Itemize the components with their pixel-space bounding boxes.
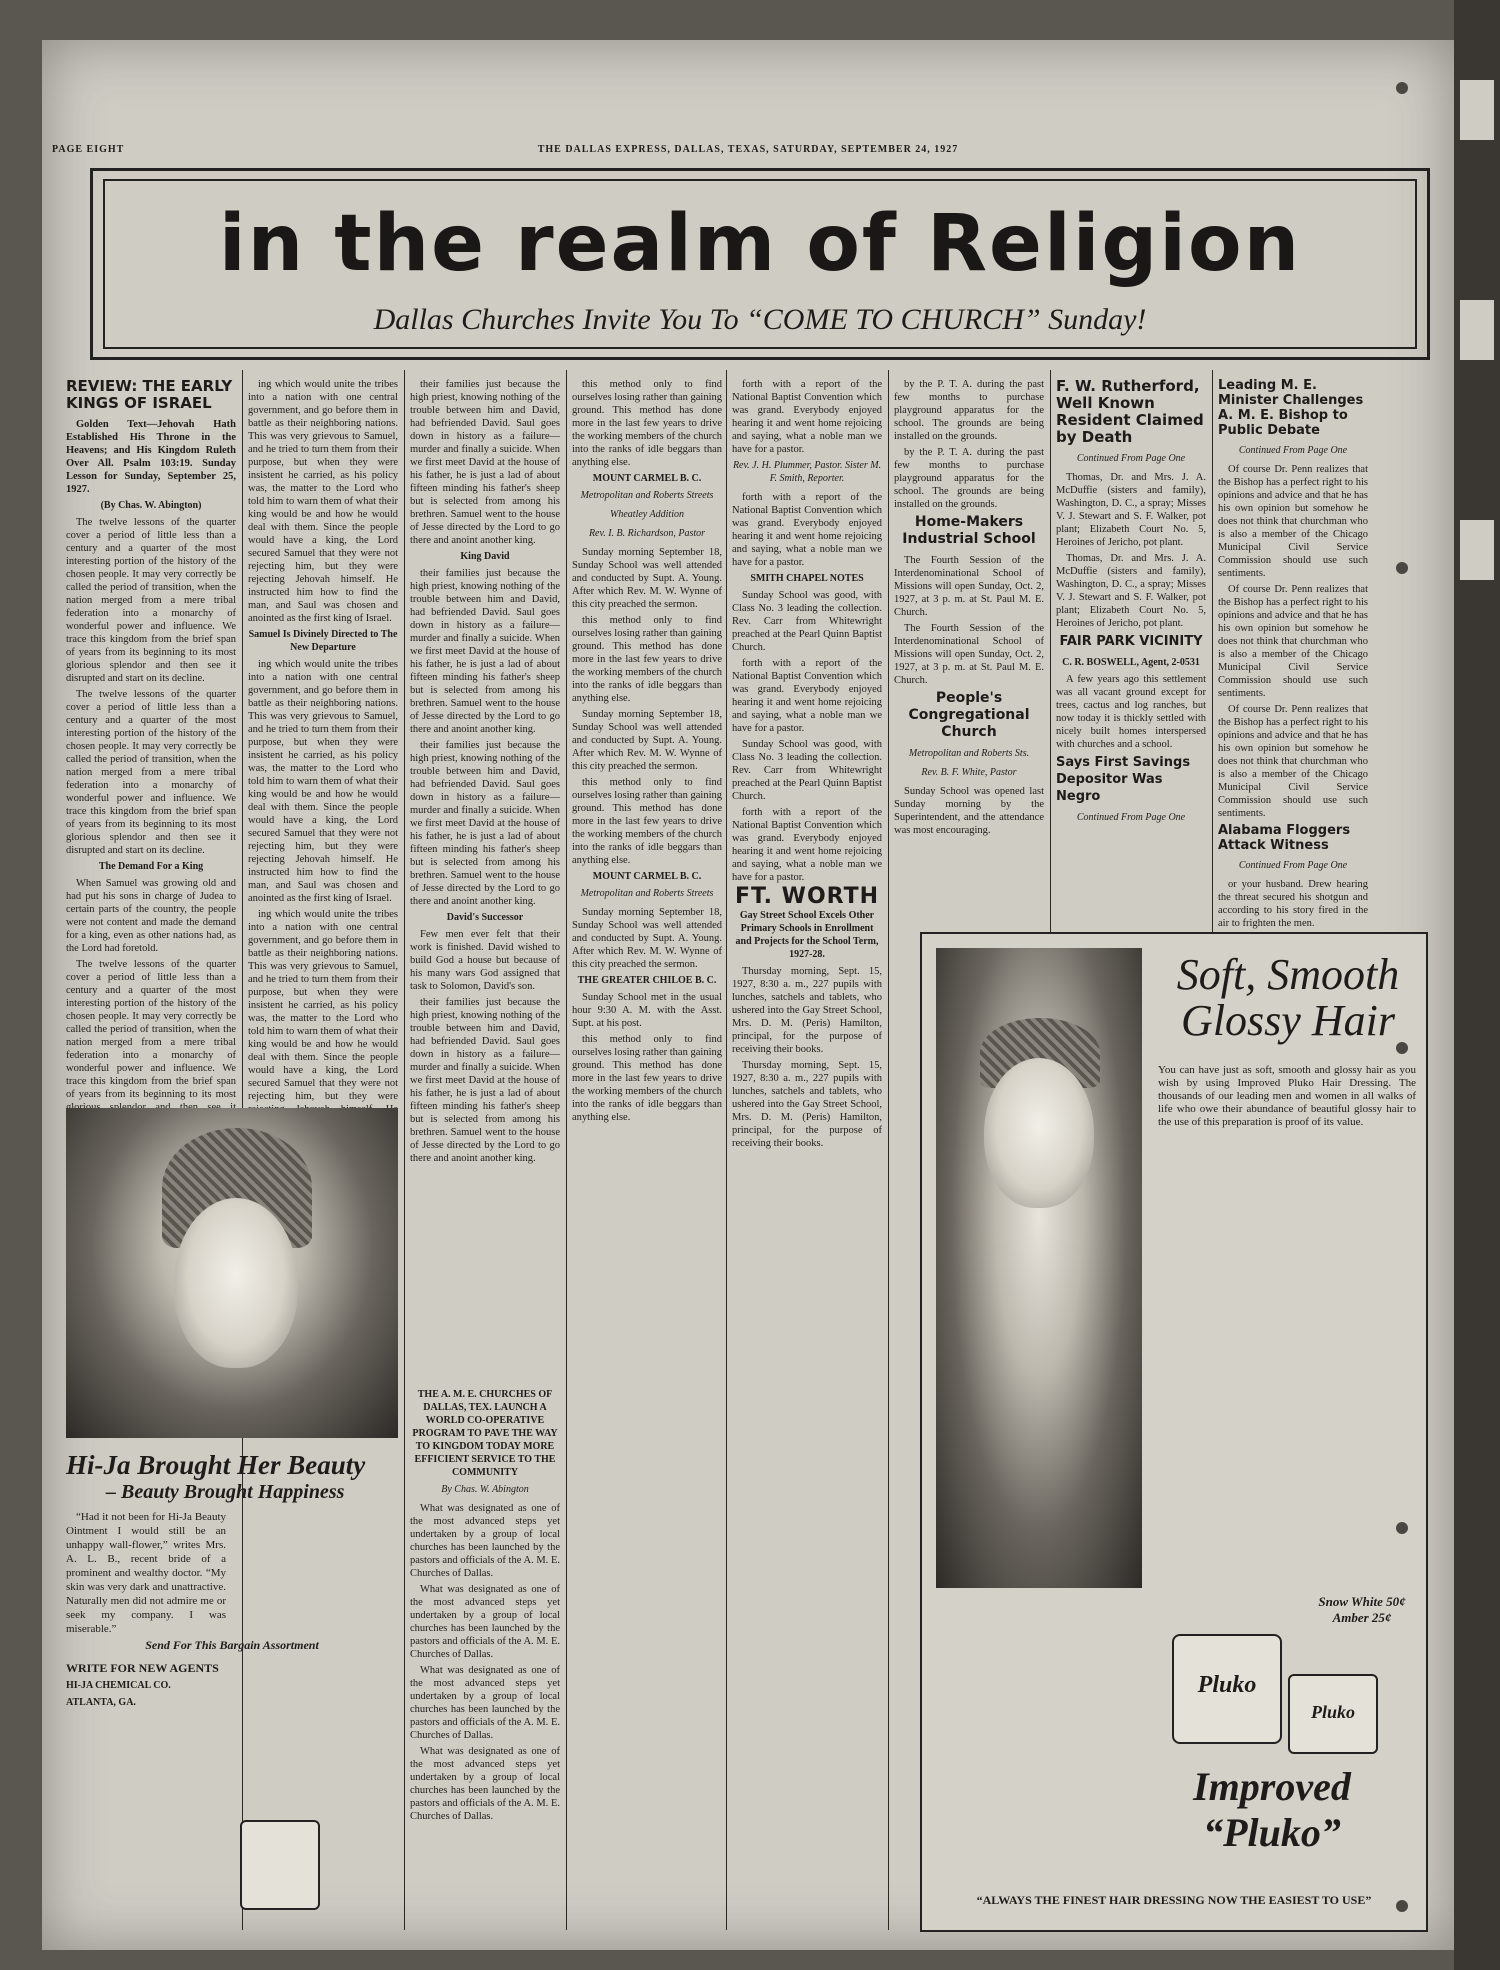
ad-portrait-photo — [936, 948, 1142, 1588]
column-five — [732, 378, 882, 1930]
article-body: this method only to find ourselves losing rather than gaining ground. This method has done more in the last few years to drive the working members of the church into the ranks of idle beggars than anything else. — [572, 379, 722, 468]
church-addition: Wheatley Addition — [610, 509, 684, 520]
column-six — [894, 378, 1044, 918]
binding-hole — [1396, 1900, 1408, 1912]
church-address: Metropolitan and Roberts Sts. — [908, 748, 1030, 759]
article-body: forth with a report of the National Baptist Convention which was grand. Everybody enjoyed hearing it and went home rejoicing and saying, what a noble man we have for a pastor. — [732, 492, 882, 568]
pluko-ad — [920, 932, 1428, 1932]
article-body: Thursday morning, Sept. 15, 1927, 8:30 a. m., 227 pupils with lunches, satchels and tablets, who ushered into the Gay Street School, Mrs. D. M. (Peris) Hamilton, principal, for the purpose of receiving their books. — [732, 966, 882, 1055]
article-body: The twelve lessons of the quarter cover a period of little less than a century and a quarter of the most interesting portion of the history of the chosen people. It may very correctly be called the period of transition, when the nation merged from a mere tribal federation into a monarchy of wonderful power and influence. We trace this kingdom from the brief span of years from its beginning to its most — [66, 959, 236, 1100]
article-early-kings — [66, 378, 236, 1098]
column-rule — [566, 370, 567, 1930]
church-address: Metropolitan and Roberts Streets — [580, 888, 714, 899]
fair-park-headline: FAIR PARK VICINITY — [1059, 634, 1203, 649]
headline-early-kings: REVIEW: THE EARLY KINGS OF ISRAEL — [66, 377, 233, 412]
ftworth-subhead: Gay Street School Excels Other Primary Schools in Enrollment and Projects for the School Term, 1927-28. — [735, 910, 879, 960]
hija-agents: WRITE FOR NEW AGENTS — [66, 1661, 219, 1675]
pluko-ad-title: Soft, Smooth Glossy Hair — [1176, 950, 1400, 1045]
tin-brand: Pluko — [1310, 1702, 1355, 1722]
binding-hole — [1396, 562, 1408, 574]
byline: (By Chas. W. Abington) — [100, 500, 202, 511]
binding-hole — [1396, 82, 1408, 94]
page-number: PAGE EIGHT — [52, 144, 125, 155]
golden-text: Golden Text—Jehovah Hath Established His Throne in the Heavens; and His Kingdom Ruleth Over All. Psalm 103:19. Sunday Lesson for Sunday, September 25, 1927. — [66, 419, 236, 495]
hija-tin-image — [240, 1820, 320, 1910]
continued-note: Continued From Page One — [1076, 453, 1186, 464]
pluko-footer: “ALWAYS THE FINEST HAIR DRESSING NOW THE EASIEST TO USE” — [976, 1893, 1372, 1907]
hija-headline: Hi-Ja Brought Her Beauty — [66, 1450, 366, 1480]
hija-subhead: – Beauty Brought Happiness — [106, 1481, 345, 1503]
column-rule — [404, 370, 405, 1930]
subhead: Samuel Is Divinely Directed to The New Departure — [248, 629, 398, 653]
section-banner — [90, 168, 1430, 360]
column-seven — [1056, 378, 1206, 918]
article-body: The twelve lessons of the quarter cover a period of little less than a century and a quarter of the most interesting portion of the history of the chosen people. It may very correctly be called the period of transition, when the nation merged from a mere tribal federation into a monarchy of wonderful power and influence. We trace this kingdom from the brief span of years from its beginning to its most glorious splendor and then see it disrupted and start on its decline. — [66, 517, 236, 684]
masthead-dateline: THE DALLAS EXPRESS, DALLAS, TEXAS, SATURDAY, SEPTEMBER 24, 1927 — [537, 144, 959, 155]
tin-brand: Pluko — [1197, 1672, 1257, 1698]
article-body: Thomas, Dr. and Mrs. J. A. McDuffie (sisters and family), Washington, D. C., a spray; Misses V. J. Stewart and S. F. Walker, pot plant; Elizabeth Court No. 5, Heroines of Jericho, pot plant. — [1056, 553, 1206, 629]
church-name: MOUNT CARMEL B. C. — [592, 473, 702, 484]
folio-line — [52, 144, 1444, 160]
article-body: Of course Dr. Penn realizes that the Bishop has a perfect right to his opinions and advice and that he has his own opinion but somehow he does not think that churchman who is also a member of the Chicago Municipal Civil Service Commission should use such sentiments. — [1218, 704, 1368, 819]
next-page-fragment — [1460, 80, 1494, 140]
pluko-tin-image-small — [1288, 1674, 1378, 1754]
column-four — [572, 378, 722, 1930]
article-body: What was designated as one of the most advanced steps yet undertaken by a group of local churches has been launched by the pastors and officials of the A. M. E. Churches of Dallas. — [410, 1584, 560, 1660]
article-body: Few men ever felt that their work is finished. David wished to build God a house but because of his many wars God assigned that task to Solomon, David's son. — [410, 929, 560, 992]
pluko-logo: Improved “Pluko” — [1193, 1764, 1351, 1855]
church-name: MOUNT CARMEL B. C. — [592, 871, 702, 882]
article-body: Sunday School was opened last Sunday morning by the Superintendent, and the attendance was most encouraging. — [894, 786, 1044, 836]
article-body: Sunday School was good, with Class No. 3 leading the collection. Rev. Carr from Whitewright preached at the Pearl Quinn Baptist Church. — [732, 590, 882, 653]
hija-body: “Had it not been for Hi-Ja Beauty Ointment I would still be an unhappy wall-flower,” writes Mrs. A. L. B., recent bride of a prominent and wealthy doctor. “My skin was very dark and unattractive. Naturally men did not admire me or seek my company. I was miserable.” — [66, 1511, 226, 1635]
binding-hole — [1396, 1042, 1408, 1054]
next-page-fragment — [1460, 520, 1494, 580]
continued-note: Continued From Page One — [1076, 812, 1186, 823]
article-body: ing which would unite the tribes into a nation with one central government, and go before them in battle as their neighboring nations. This was very grievous to Samuel, and he tried to turn them from their purpose, but when they were insistent he carried, as his policy was, the matter to the Lord who told him to warn them of what their king would be and how he would deal with them. Since the people would have a king, the Lord secured Samuel that they were not rejecting him, but they were rejecting Jehovah himself. He instructed him how to find the man, and Saul was chosen and anointed as the first king of Israel. — [248, 659, 398, 904]
article-body: Sunday School was good, with Class No. 3 leading the collection. Rev. Carr from Whitewright preached at the Pearl Quinn Baptist Church. — [732, 739, 882, 802]
portrait-photo — [66, 1108, 398, 1438]
article-body: this method only to find ourselves losing rather than gaining ground. This method has done more in the last few years to drive the working members of the church into the ranks of idle beggars than anything else. — [572, 1034, 722, 1123]
article-body: ing which would unite the tribes into a nation with one central government, and go before them in battle as their neighboring nations. This was very grievous to Samuel, and he tried to turn them from their purpose, but when they were insistent he carried, as his policy was, the matter to the Lord who told him to warn them of what their king would be and how he would deal with them. Since the people would have a king, the Lord secured Samuel that they were not rejecting him, but they were rejecting Jehovah himself. He instructed him how to find the man, and Saul was chosen and anointed as the first king of Israel. — [248, 379, 398, 624]
savings-headline: Says First Savings Depositor Was Negro — [1056, 755, 1191, 804]
ame-headline: THE A. M. E. CHURCHES OF DALLAS, TEX. LAUNCH A WORLD CO-OPERATIVE PROGRAM TO PAVE THE WAY TO KINGDOM TODAY MORE EFFICIENT SERVICE TO THE COMMUNITY — [412, 1389, 558, 1478]
article-body: The twelve lessons of the quarter cover a period of little less than a century and a quarter of the most interesting portion of the history of the chosen people. It may very correctly be called the period of transition, when the nation merged from a mere tribal federation into a monarchy of wonderful power and influence. We trace this kingdom from the brief span of years from its beginning to its most glorious splendor and then see it disrupted and start on its decline. — [66, 689, 236, 856]
column-eight — [1218, 378, 1368, 929]
article-body: What was designated as one of the most advanced steps yet undertaken by a group of local churches has been launched by the pastors and officials of the A. M. E. Churches of Dallas. — [410, 1503, 560, 1579]
signoff: Rev. J. H. Plummer, Pastor. Sister M. F. Smith, Reporter. — [732, 460, 882, 484]
article-body: forth with a report of the National Baptist Convention which was grand. Everybody enjoyed hearing it and went home rejoicing and saying, what a noble man we have for a pastor. — [732, 658, 882, 734]
article-body: this method only to find ourselves losing rather than gaining ground. This method has done more in the last few years to drive the working members of the church into the ranks of idle beggars than anything else. — [572, 615, 722, 704]
article-early-kings-cont — [248, 378, 398, 1102]
article-body: Thursday morning, Sept. 15, 1927, 8:30 a. m., 227 pupils with lunches, satchels and tablets, who ushered into the Gay Street School, Mrs. D. M. (Peris) Hamilton, principal, for the purpose of receiving their books. — [732, 1060, 882, 1149]
section-title: in the realm of Religion — [218, 199, 1302, 289]
article-body: Sunday morning September 18, Sunday School was well attended and conducted by Supt. A. Young. After which Rev. M. W. Wynne of this city preached the sermon. — [572, 547, 722, 610]
article-body: by the P. T. A. during the past few months to purchase playground apparatus for the school. The grounds are being installed on the grounds. — [894, 447, 1044, 510]
pluko-tin-image — [1172, 1634, 1282, 1744]
floggers-headline: Alabama Floggers Attack Witness — [1218, 823, 1351, 853]
homemakers-headline: Home-Makers Industrial School — [902, 514, 1036, 547]
hija-company: HI-JA CHEMICAL CO. — [66, 1680, 171, 1691]
article-body: The Fourth Session of the Interdenominational School of Missions will open Sunday, Oct. 2, 1927, at 3 p. m. at St. Paul M. E. Church. — [894, 555, 1044, 618]
article-body: forth with a report of the National Baptist Convention which was grand. Everybody enjoyed hearing it and went home rejoicing and saying, what a noble man we have for a pastor. — [732, 379, 882, 455]
article-body: Thomas, Dr. and Mrs. J. A. McDuffie (sisters and family), Washington, D. C., a spray; Misses V. J. Stewart and S. F. Walker, pot plant; Elizabeth Court No. 5, Heroines of Jericho, pot plant. — [1056, 472, 1206, 548]
binding-hole — [1396, 1522, 1408, 1534]
article-body: ing which would unite the tribes into a nation with one central government, and go before them in battle as their neighboring nations. This was very grievous to Samuel, and he tried to turn them from their purpose, but when they were insistent he carried, as his policy was, the matter to the Lord who told him to warn them of what their king would be and how he would deal with them. Since the people would have a king, the Lord secured Samuel that they were not rejecting him, but they were — [248, 909, 398, 1102]
article-body: A few years ago this settlement was all vacant ground except for trees, cactus and log ranches, but now today it is thickly settled with nicely built homes interspersed with churches and a school. — [1056, 674, 1206, 750]
church-name: SMITH CHAPEL NOTES — [750, 573, 864, 584]
article-body: this method only to find ourselves losing rather than gaining ground. This method has done more in the last few years to drive the working members of the church into the ranks of idle beggars than anything else. — [572, 777, 722, 866]
column-rule — [726, 370, 727, 1930]
article-body: Of course Dr. Penn realizes that the Bishop has a perfect right to his opinions and advice and that he has his own opinion but somehow he does not think that churchman who is also a member of the Chicago Municipal Civil Service Commission should use such sentiments. — [1218, 584, 1368, 699]
article-body: forth with a report of the National Baptist Convention which was grand. Everybody enjoyed hearing it and went home rejoicing and saying, what a noble man we have for a pastor. — [732, 807, 882, 883]
greater-chiloe-head: THE GREATER CHILOE B. C. — [577, 975, 717, 986]
article-body: Sunday School met in the usual hour 9:30 A. M. with the Asst. Supt. at his post. — [572, 992, 722, 1029]
column-rule — [888, 370, 889, 1930]
ftworth-headline: FT. WORTH — [734, 884, 880, 909]
subhead: The Demand For a King — [98, 861, 204, 872]
article-ame-churches — [410, 1386, 560, 1930]
agent-line: C. R. BOSWELL, Agent, 2-0531 — [1062, 657, 1200, 668]
continued-note: Continued From Page One — [1238, 445, 1348, 456]
next-page-edge — [1454, 0, 1500, 1970]
debate-headline: Leading M. E. Minister Challenges A. M. E. Bishop to Public Debate — [1218, 378, 1364, 438]
subhead: David's Successor — [446, 912, 524, 923]
peoples-church-headline: People's Congregational Church — [908, 690, 1030, 740]
pluko-price: Snow White 50¢ Amber 25¢ — [1318, 1594, 1406, 1625]
section-subtitle: Dallas Churches Invite You To “COME TO CHURCH” Sunday! — [373, 303, 1147, 336]
hija-city: ATLANTA, GA. — [66, 1697, 136, 1708]
article-body: by the P. T. A. during the past few months to purchase playground apparatus for the school. The grounds are being installed on the grounds. — [894, 379, 1044, 442]
face-shape — [174, 1198, 298, 1368]
article-body: or your husband. Drew hearing the threat secured his shotgun and according to his story fired in the air to frighten the men. — [1218, 879, 1368, 929]
face-shape — [984, 1058, 1094, 1208]
article-body: their families just because the high priest, knowing nothing of the trouble between him and David, had befriended David. Saul goes down in history as a failure—murder and finally a suicide. When we first meet David at the house of his father, he is just a lad of about fifteen minding his father's sheep but is selected from among his brethren. Samuel went to the house of Jesse directed by the Lord to go there and anoint another king. — [410, 740, 560, 907]
article-body: What was designated as one of the most advanced steps yet undertaken by a group of local churches has been launched by the pastors and officials of the A. M. E. Churches of Dallas. — [410, 1746, 560, 1822]
church-pastor: Rev. B. F. White, Pastor — [921, 767, 1017, 778]
article-body: Sunday morning September 18, Sunday School was well attended and conducted by Supt. A. Young. After which Rev. M. W. Wynne of this city preached the sermon. — [572, 907, 722, 970]
article-king-david — [410, 378, 560, 1378]
ame-byline: By Chas. W. Abington — [441, 1484, 529, 1495]
newspaper-page — [42, 40, 1454, 1950]
article-body: What was designated as one of the most advanced steps yet undertaken by a group of local churches has been launched by the pastors and officials of the A. M. E. Churches of Dallas. — [410, 1665, 560, 1741]
next-page-fragment — [1460, 300, 1494, 360]
subhead: King David — [460, 551, 510, 562]
church-pastor: Rev. I. B. Richardson, Pastor — [588, 528, 706, 539]
article-body: When Samuel was growing old and had put his sons in charge of Judea to certain parts of the country, the people were not content and made the demand for a king, even as other nations had, as the Lord had foretold. — [66, 878, 236, 954]
rutherford-headline: F. W. Rutherford, Well Known Resident Claimed by Death — [1056, 377, 1204, 446]
church-address: Metropolitan and Roberts Streets — [580, 490, 714, 501]
hija-ad — [66, 1450, 398, 1930]
article-body: The Fourth Session of the Interdenominational School of Missions will open Sunday, Oct. 2, 1927, at 3 p. m. at St. Paul M. E. Church. — [894, 623, 1044, 686]
pluko-ad-body: You can have just as soft, smooth and glossy hair as you wish by using Improved Pluko Hair Dressing. The thousands of our leading men and women in all walks of life who owe their abundance of beautiful glossy hair to the use of this preparation is proof of its value. — [1158, 1064, 1416, 1128]
article-body: their families just because the high priest, knowing nothing of the trouble between him and David, had befriended David. Saul goes down in history as a failure—murder and finally a suicide. When we first meet David at the house of his father, he is just a lad of about fifteen minding his father's sheep but is selected from among his brethren. Samuel went to the house of Jesse directed by the Lord to go there and anoint another king. — [410, 568, 560, 735]
continued-note: Continued From Page One — [1238, 860, 1348, 871]
article-body: Sunday morning September 18, Sunday School was well attended and conducted by Supt. A. Young. After which Rev. M. W. Wynne of this city preached the sermon. — [572, 709, 722, 772]
article-body: their families just because the high priest, knowing nothing of the trouble between him and David, had befriended David. Saul goes down in history as a failure—murder and finally a suicide. When we first meet David at the house of his father, he is just a lad of about fifteen minding his father's sheep but is selected from among his brethren. Samuel went to the house of Jesse directed by the Lord to go there and anoint another king. — [410, 379, 560, 546]
hija-offer-head: Send For This Bargain Assortment — [145, 1638, 319, 1652]
article-body: their families just because the high priest, knowing nothing of the trouble between him and David, had befriended David. Saul goes down in history as a failure—murder and finally a suicide. When we first meet David at the house of his father, he is just a lad of about fifteen minding his father's sheep but is selected from among his brethren. Samuel went to the house of Jesse directed by the Lord to go there and anoint another king. — [410, 997, 560, 1164]
article-body: Of course Dr. Penn realizes that the Bishop has a perfect right to his opinions and advice and that he has his own opinion but somehow he does not think that churchman who is also a member of the Chicago Municipal Civil Service Commission should use such sentiments. — [1218, 464, 1368, 579]
